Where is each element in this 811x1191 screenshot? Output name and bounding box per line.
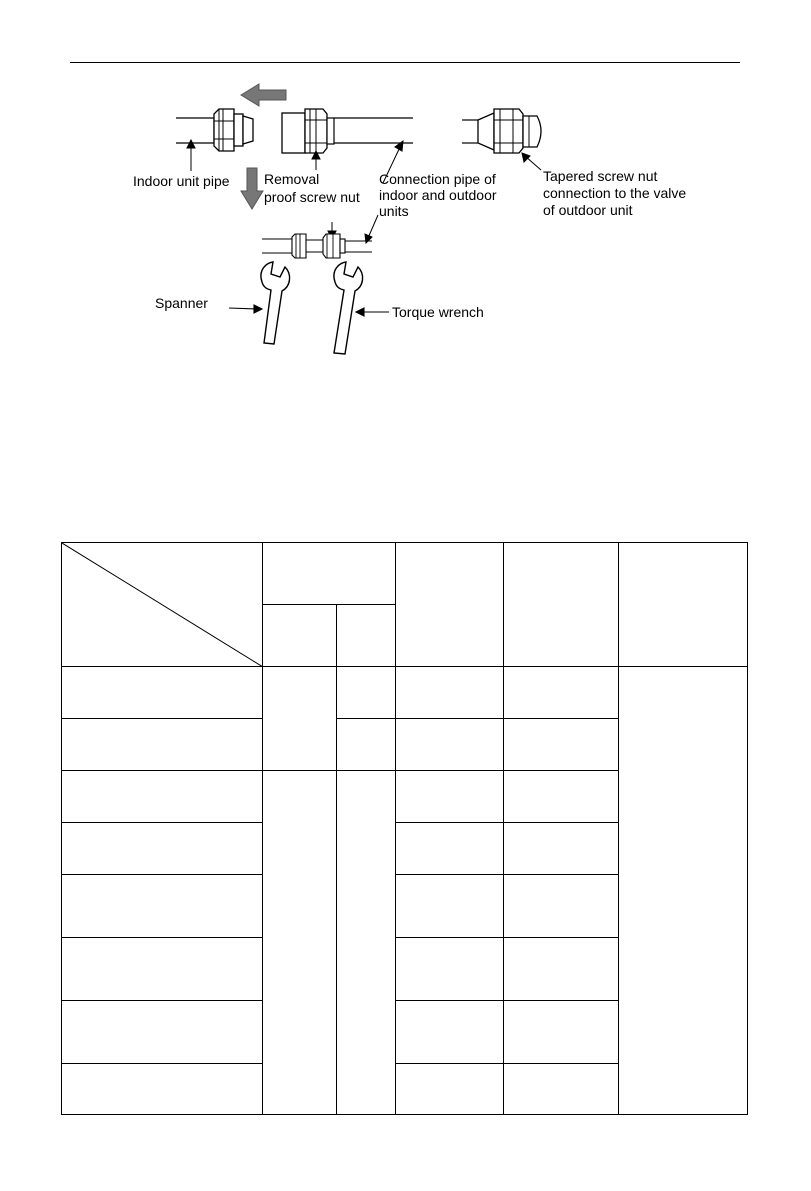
label-connection-pipe-3: units	[379, 203, 409, 219]
cell	[504, 667, 619, 719]
assembled-fitting	[262, 234, 372, 258]
cell	[504, 938, 619, 1001]
cell	[396, 823, 504, 875]
cell	[396, 719, 504, 771]
pipe-connection-diagram	[0, 0, 811, 400]
cell-b1	[337, 667, 396, 719]
cell	[504, 1001, 619, 1064]
label-tapered-nut-3: of outdoor unit	[543, 202, 633, 218]
row-label-cell	[62, 1001, 263, 1064]
cell	[504, 1064, 619, 1115]
label-removal-proof-2: proof screw nut	[264, 189, 360, 205]
label-tapered-nut-2: connection to the valve	[543, 185, 687, 201]
cell-b2	[337, 719, 396, 771]
header-sub-b	[337, 605, 396, 667]
row-label-cell	[62, 667, 263, 719]
remove-direction-arrow-left	[241, 84, 286, 106]
row-label-cell	[62, 938, 263, 1001]
cell	[396, 875, 504, 938]
label-connection-pipe-1: Connection pipe of	[379, 171, 496, 187]
merged-cell-last-col	[619, 667, 748, 1115]
header-group-cell	[263, 543, 396, 605]
tapered-screw-nut	[462, 109, 541, 153]
row-label-cell	[62, 771, 263, 823]
cell	[396, 1001, 504, 1064]
merged-cell-a1	[263, 667, 337, 771]
label-indoor-unit-pipe: Indoor unit pipe	[133, 173, 230, 189]
torque-spec-table	[61, 542, 748, 1115]
label-connection-pipe-2: indoor and outdoor	[379, 187, 497, 203]
header-col-3	[396, 543, 504, 667]
label-spanner: Spanner	[155, 295, 208, 311]
cell	[396, 667, 504, 719]
assemble-direction-arrow-down	[241, 168, 263, 209]
connection-pipe	[334, 118, 413, 143]
spanner-icon	[261, 262, 290, 344]
cell	[396, 771, 504, 823]
table-row	[62, 667, 748, 719]
label-tapered-nut-1: Tapered screw nut	[543, 168, 658, 184]
merged-cell-b3	[337, 771, 396, 1115]
merged-cell-a2	[263, 771, 337, 1115]
corner-diagonal	[62, 543, 263, 667]
wrench-pointers	[229, 305, 389, 316]
header-col-4	[504, 543, 619, 667]
row-label-cell	[62, 875, 263, 938]
row-label-cell	[62, 1064, 263, 1115]
table-corner-cell	[62, 543, 263, 667]
cell	[396, 1064, 504, 1115]
label-removal-proof-1: Removal	[264, 171, 320, 187]
removal-proof-nut	[282, 109, 334, 153]
header-col-5	[619, 543, 748, 667]
indoor-unit-pipe	[176, 118, 214, 143]
row-label-cell	[62, 719, 263, 771]
cell	[396, 938, 504, 1001]
label-torque-wrench: Torque wrench	[392, 304, 484, 320]
cell	[504, 823, 619, 875]
cell	[504, 771, 619, 823]
row-label-cell	[62, 823, 263, 875]
cell	[504, 719, 619, 771]
torque-wrench-icon	[334, 262, 363, 354]
header-sub-a	[263, 605, 337, 667]
cell	[504, 875, 619, 938]
indoor-flare-nut	[214, 109, 253, 151]
